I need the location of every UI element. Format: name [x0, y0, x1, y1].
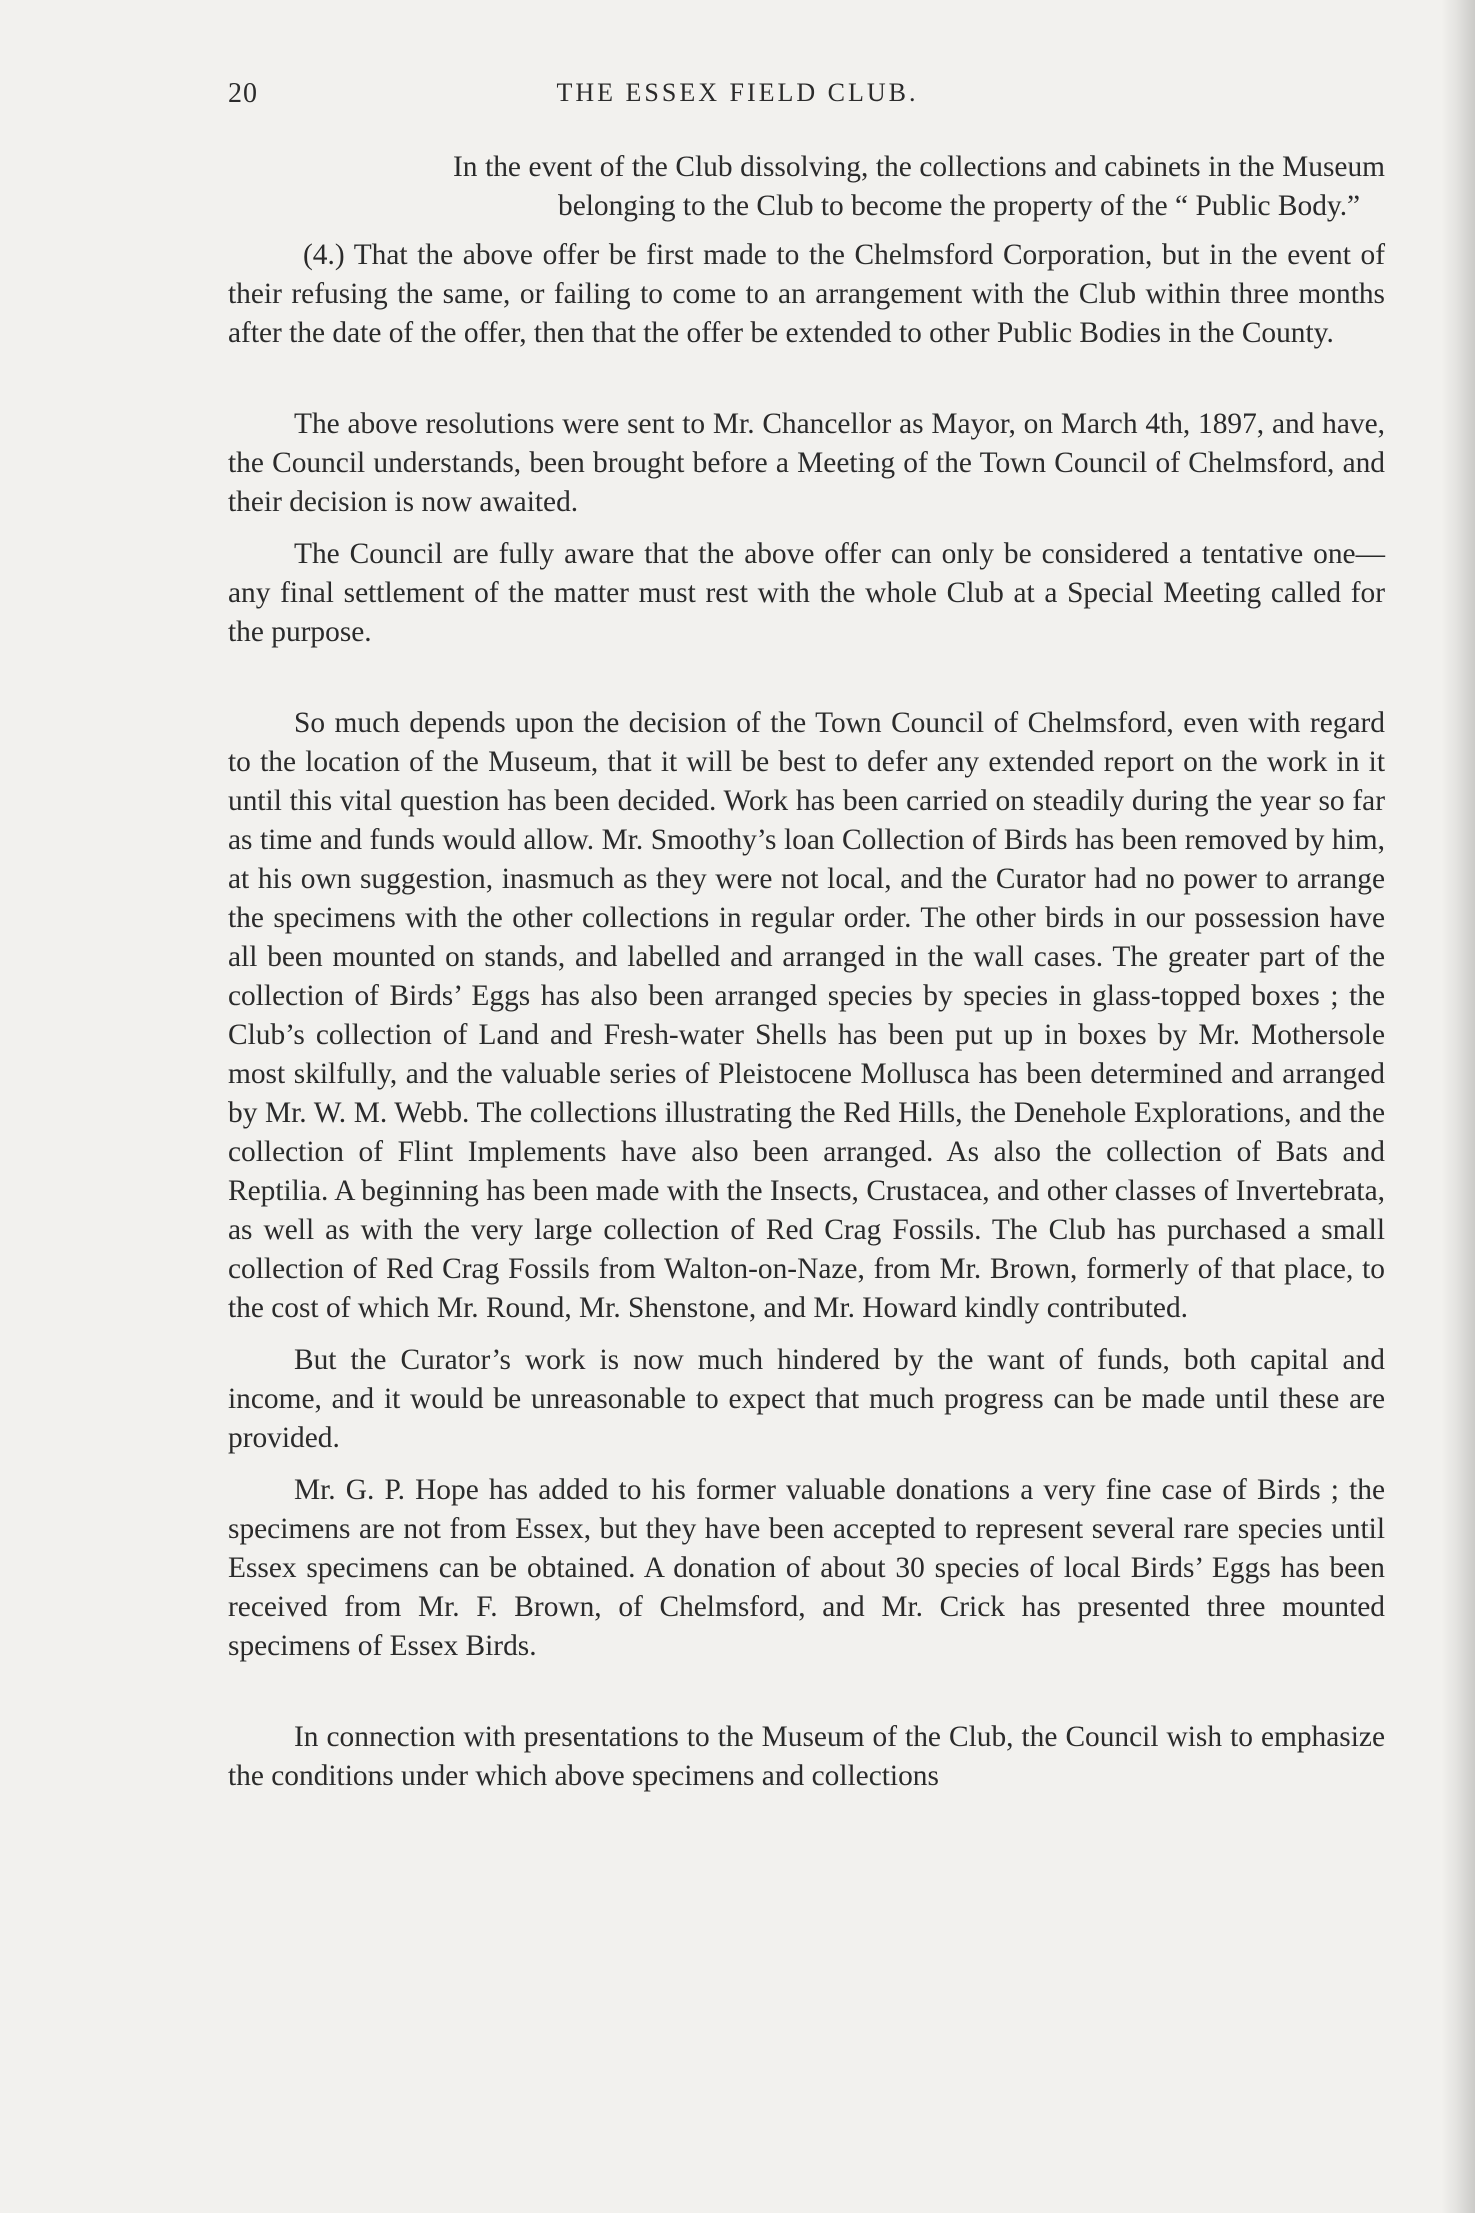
presentations-paragraph: In connection with presentations to the Museum of the Club, the Council wish to emphasize the conditions under which above specimens and collections [228, 1721, 1385, 1792]
donations-paragraph: Mr. G. P. Hope has added to his former valuable donations a very fine case of Birds ; the specimens are not from Essex, but they have been accepted to represent several rare species until Essex specimens can be obtained. A donation of about 30 species of local Birds’ Eggs has been received from Mr. F. Brown, of Chelmsford, and Mr. Crick has presented three mounted specimens of Essex Birds. [228, 1474, 1385, 1662]
curator-funds-paragraph: But the Curator’s work is now much hindered by the want of funds, both capital and income, and it would be unreasonable to expect that much progress can be made until these are provided. [228, 1344, 1385, 1454]
page-body [228, 148, 1385, 1796]
page-header [0, 78, 1475, 122]
museum-work-paragraph: So much depends upon the decision of the Town Council of Chelmsford, even with regard to the location of the Museum, that it will be best to defer any extended report on the work in it until this vital question has been decided. Work has been carried on steadily during the year so far as time and funds would allow. Mr. Smoothy’s loan Collection of Birds has been removed by him, at his own suggestion, inasmuch as they were not local, and the Curator had no power to arrange the specimens with the other collections in regular order. The other birds in our possession have all been mounted on stands, and labelled and arranged in the wall cases. The greater part of the collection of Birds’ Eggs has also been arranged species by species in glass-topped boxes ; the Club’s collection of Land and Fresh-water Shells has been put up in boxes by Mr. Mothersole most skilfully, and the valuable series of Pleistocene Mollusca has been determined and arranged by Mr. W. M. Webb. The collections illustrating the Red Hills, the Denehole Explorations, and the collection of Flint Implements have also been arranged. As also the collection of Bats and Reptilia. A beginning has been made with the Insects, Crustacea, and other classes of Invertebrata, as well as with the very large collection of Red Crag Fossils. The Club has purchased a small collection of Red Crag Fossils from Walton-on-Naze, from Mr. Brown, formerly of that place, to the cost of which Mr. Round, Mr. Shenstone, and Mr. Howard kindly contributed. [228, 707, 1385, 1324]
resolution-4-paragraph: (4.) That the above offer be first made to the Chelmsford Corporation, but in the event of their refusing the same, or failing to come to an arrangement with the Club within three months after the date of the offer, then that the offer be extended to other Public Bodies in the County. [228, 239, 1385, 349]
running-title: THE ESSEX FIELD CLUB. [556, 78, 919, 107]
quoted-condition-paragraph: In the event of the Club dissolving, the collections and cabinets in the Museum belonging to the Club to become the property of the “ Public Body.” [453, 151, 1385, 222]
resolutions-sent-paragraph: The above resolutions were sent to Mr. Chancellor as Mayor, on March 4th, 1897, and have, the Council understands, been brought before a Meeting of the Town Council of Chelmsford, and their decision is now awaited. [228, 408, 1385, 518]
page-edge-shadow [1441, 0, 1475, 2213]
council-aware-paragraph: The Council are fully aware that the above offer can only be considered a tentative one—any final settlement of the matter must rest with the whole Club at a Special Meeting called for the purpose. [228, 538, 1385, 648]
page-number: 20 [228, 78, 258, 109]
